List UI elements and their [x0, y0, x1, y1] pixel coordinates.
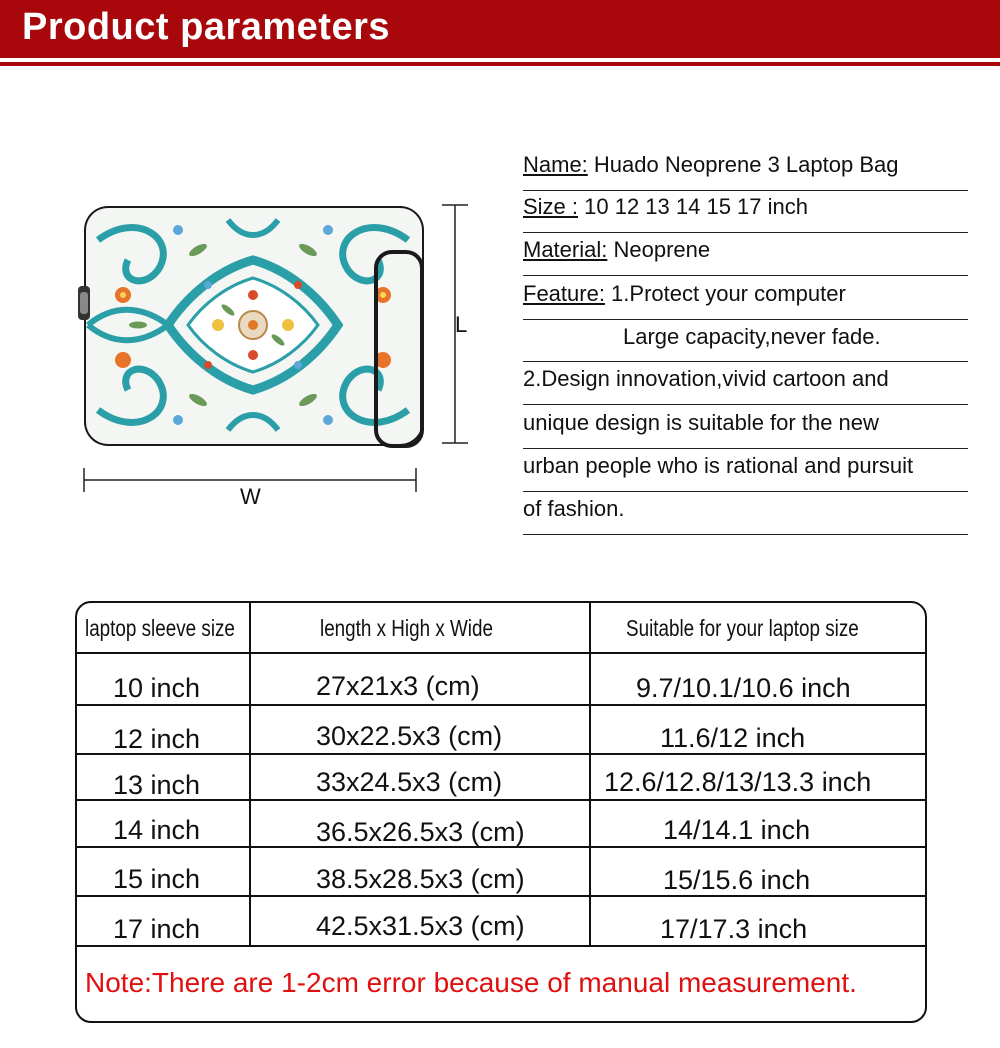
spec-name-key: Name: [523, 152, 588, 177]
header-banner [0, 0, 1000, 58]
width-label: W [240, 484, 261, 509]
spec-feature-key: Feature: [523, 281, 605, 306]
table-cell-dimensions: 27x21x3 (cm) [316, 671, 480, 701]
spec-material-value: Neoprene [607, 237, 711, 262]
table-cell-dimensions: 30x22.5x3 (cm) [316, 721, 503, 751]
table-divider [77, 704, 927, 706]
spec-feature [523, 279, 968, 320]
table-cell-dimensions: 36.5x26.5x3 (cm) [316, 817, 525, 847]
table-header-suitable: Suitable for your laptop size [626, 615, 859, 641]
table-cell-suitable: 17/17.3 inch [660, 914, 808, 944]
spec-size-value: 10 12 13 14 15 17 inch [578, 194, 808, 219]
length-label: L [455, 312, 468, 337]
table-divider [77, 652, 927, 654]
spec-material-key: Material: [523, 237, 608, 262]
table-cell-suitable: 9.7/10.1/10.6 inch [636, 673, 851, 703]
size-table [75, 601, 927, 1023]
laptop-sleeve-image [78, 200, 424, 448]
spec-size-key: Size : [523, 194, 579, 219]
spec-size [523, 192, 968, 233]
table-cell-size: 13 inch [113, 770, 201, 800]
table-cell-dimensions: 42.5x31.5x3 (cm) [316, 911, 525, 941]
table-cell-suitable: 12.6/12.8/13/13.3 inch [604, 767, 872, 797]
table-column-divider [249, 603, 251, 945]
spec-feature-line: Large capacity,never fade. [523, 322, 968, 362]
table-cell-size: 10 inch [113, 673, 201, 703]
page-title: Product parameters [22, 6, 391, 48]
table-cell-dimensions: 33x24.5x3 (cm) [316, 767, 503, 797]
table-divider [77, 945, 927, 947]
table-cell-suitable: 11.6/12 inch [660, 723, 806, 753]
header-divider [0, 62, 1000, 66]
table-cell-suitable: 15/15.6 inch [663, 865, 811, 895]
table-cell-size: 15 inch [113, 864, 201, 894]
spec-name [523, 150, 968, 191]
spec-feature-line: 2.Design innovation,vivid cartoon and [523, 364, 968, 405]
spec-name-value: Huado Neoprene 3 Laptop Bag [587, 152, 899, 177]
table-header-size: laptop sleeve size [85, 615, 235, 641]
spec-feature-value: 1.Protect your computer [604, 281, 846, 306]
spec-feature-line: of fashion. [523, 494, 968, 535]
table-divider [77, 799, 927, 801]
spec-feature-line: urban people who is rational and pursuit [523, 451, 968, 492]
table-header-dimensions: length x High x Wide [320, 615, 493, 641]
table-cell-dimensions: 38.5x28.5x3 (cm) [316, 864, 525, 894]
table-cell-size: 17 inch [113, 914, 201, 944]
table-cell-size: 14 inch [113, 815, 201, 845]
spec-material [523, 235, 968, 276]
measurement-note: Note:There are 1-2cm error because of manual measurement. [85, 967, 857, 998]
spec-feature-line: unique design is suitable for the new [523, 408, 968, 449]
table-column-divider [589, 603, 591, 945]
table-cell-size: 12 inch [113, 724, 201, 754]
table-cell-suitable: 14/14.1 inch [663, 815, 811, 845]
